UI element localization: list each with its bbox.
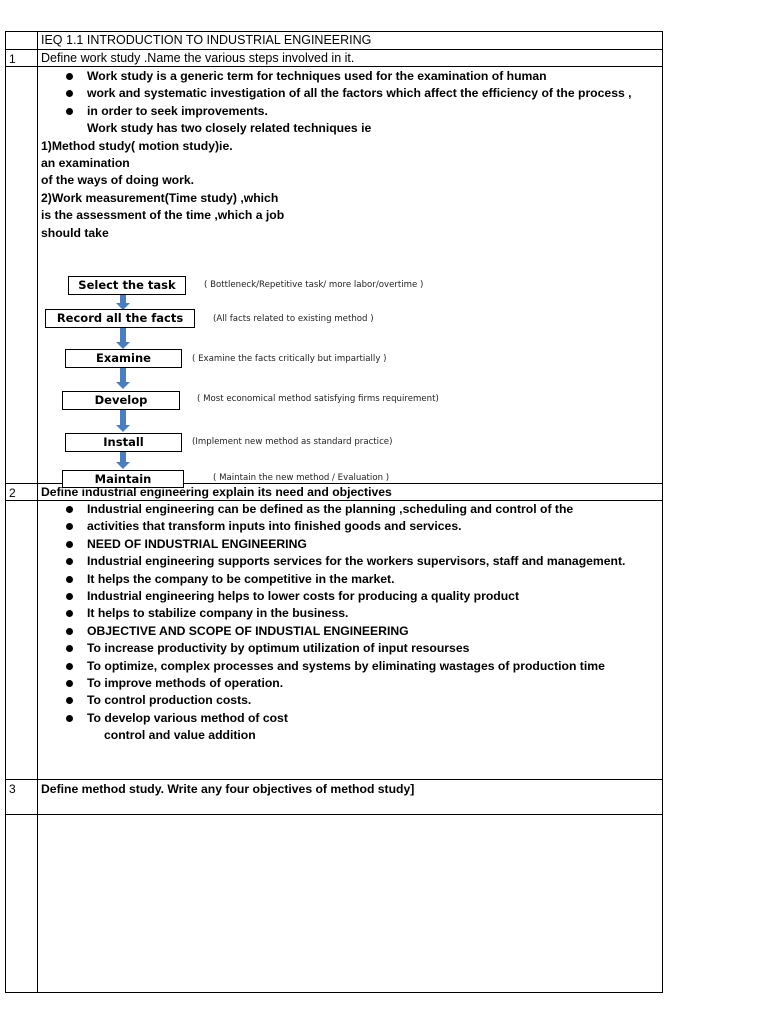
flow-note: (All facts related to existing method ) <box>213 314 374 324</box>
q1-answer-row <box>6 67 662 484</box>
list-item: activities that transform inputs into finished goods and services. <box>38 518 662 535</box>
flow-note: ( Maintain the new method / Evaluation ) <box>213 473 390 483</box>
bullet-icon <box>66 108 73 115</box>
q3-number: 3 <box>9 782 16 796</box>
flow-step-select: Select the task <box>68 276 186 295</box>
answer-line: an examination <box>41 156 130 171</box>
q1-question: Define work study .Name the various steps involved in it. <box>41 51 355 65</box>
q1-question-row <box>6 50 662 67</box>
q3-answer-row <box>6 815 662 992</box>
answer-line: is the assessment of the time ,which a job <box>41 208 285 223</box>
q2-question: Define industrial engineering explain its need and objectives <box>41 485 392 499</box>
flow-note: ( Most economical method satisfying firms requirement) <box>197 394 439 404</box>
answer-line: should take <box>41 225 109 240</box>
list-item: Industrial engineering helps to lower costs for producing a quality product <box>38 588 662 605</box>
q3-question: Define method study. Write any four objectives of method study] <box>41 782 415 796</box>
list-item: It helps to stabilize company in the business. <box>38 605 662 622</box>
bullet-icon <box>66 523 73 530</box>
list-item: It helps the company to be competitive in the market. <box>38 571 662 588</box>
q2-question-row <box>6 484 662 501</box>
list-item: To improve methods of operation. <box>38 675 662 692</box>
list-item: To develop various method of cost <box>38 710 662 727</box>
answer-line: Work study has two closely related techniques ie <box>87 121 372 136</box>
answer-line: 2)Work measurement(Time study) ,which <box>41 190 279 205</box>
bullet-icon <box>66 715 73 722</box>
bullet-icon <box>66 663 73 670</box>
answer-line: 1)Method study( motion study)ie. <box>41 138 233 153</box>
q2-answer <box>38 501 662 745</box>
list-item: To control production costs. <box>38 692 662 709</box>
flow-note: ( Examine the facts critically but impartially ) <box>192 354 387 364</box>
bullet-icon <box>66 628 73 635</box>
flow-note: ( Bottleneck/Repetitive task/ more labor/overtime ) <box>204 280 424 290</box>
q1-number: 1 <box>9 52 16 66</box>
work-study-flowchart <box>41 276 521 488</box>
answer-line: of the ways of doing work. <box>41 173 195 188</box>
bullet-icon <box>66 541 73 548</box>
q2-bullet-list <box>38 501 662 727</box>
bullet-icon <box>66 558 73 565</box>
q3-question-row <box>6 780 662 815</box>
list-item: NEED OF INDUSTRIAL ENGINEERING <box>38 536 662 553</box>
list-item: OBJECTIVE AND SCOPE OF INDUSTIAL ENGINEERING <box>38 623 662 640</box>
flow-step-record: Record all the facts <box>45 309 195 328</box>
bullet-icon <box>66 506 73 513</box>
q1-bullet-list <box>38 68 662 120</box>
bullet-icon <box>66 680 73 687</box>
bullet-icon <box>66 90 73 97</box>
bullet-icon <box>66 593 73 600</box>
bullet-icon <box>66 73 73 80</box>
list-item: work and systematic investigation of all the factors which affect the efficiency of the process , <box>38 85 662 102</box>
bullet-icon <box>66 576 73 583</box>
list-item: Industrial engineering can be defined as the planning ,scheduling and control of the <box>38 501 662 518</box>
bullet-icon <box>66 645 73 652</box>
flow-step-maintain: Maintain <box>62 470 184 488</box>
list-item: in order to seek improvements. <box>38 103 662 120</box>
page-title: IEQ 1.1 INTRODUCTION TO INDUSTRIAL ENGINEERING <box>41 33 372 47</box>
flow-step-install: Install <box>65 433 182 452</box>
answer-line: control and value addition <box>104 728 256 743</box>
question-table <box>5 31 663 993</box>
q1-answer <box>38 68 662 242</box>
title-row <box>6 32 662 50</box>
list-item: Work study is a generic term for techniques used for the examination of human <box>38 68 662 85</box>
flow-step-examine: Examine <box>65 349 182 368</box>
list-item: To optimize, complex processes and systems by eliminating wastages of production time <box>38 658 662 675</box>
list-item: Industrial engineering supports services for the workers supervisors, staff and management. <box>38 553 662 570</box>
q2-number: 2 <box>9 486 16 500</box>
bullet-icon <box>66 610 73 617</box>
flow-step-develop: Develop <box>62 391 180 410</box>
list-item: To increase productivity by optimum utilization of input resourses <box>38 640 662 657</box>
bullet-icon <box>66 697 73 704</box>
flow-note: (Implement new method as standard practice) <box>192 437 393 447</box>
q2-answer-row <box>6 501 662 780</box>
